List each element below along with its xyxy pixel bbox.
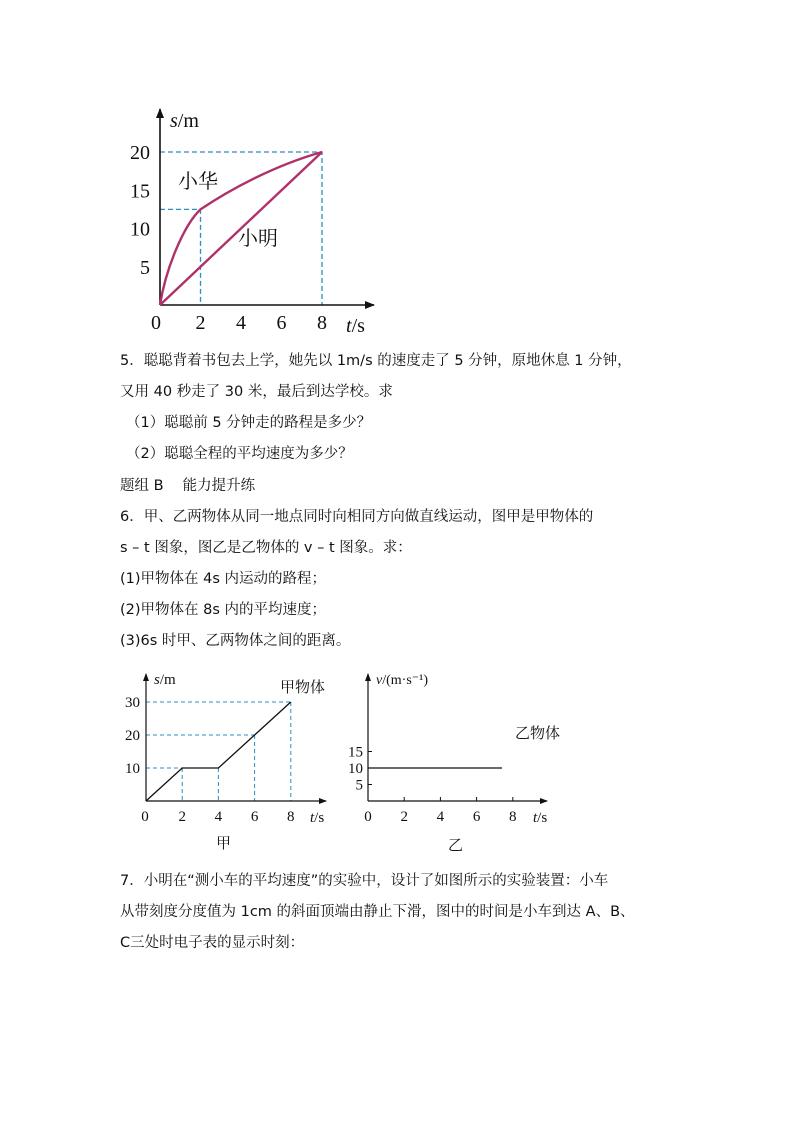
y-tick-label: 15 xyxy=(130,180,150,203)
figure-caption-jia: 甲 xyxy=(216,834,232,852)
x-tick-label: 6 xyxy=(472,809,481,825)
figure-caption-yi: 乙 xyxy=(448,836,464,854)
guide-line xyxy=(160,209,201,305)
x-tick-label: 2 xyxy=(178,809,186,825)
x-tick-label: 8 xyxy=(509,809,517,825)
origin-label: 0 xyxy=(141,809,149,825)
y-tick-label: 10 xyxy=(348,761,363,777)
q6-line2: s – t 图象，图乙是乙物体的 v – t 图象。求： xyxy=(120,540,412,556)
x-tick-label: 2 xyxy=(195,312,206,334)
figure-1-st-graph xyxy=(120,95,400,345)
q7-line2: 从带刻度分度值为 1cm 的斜面顶端由静止下滑，图中的时间是小车到达 A、B、 xyxy=(120,904,635,920)
x-tick-label: 6 xyxy=(276,312,287,334)
y-tick-label: 5 xyxy=(355,777,363,794)
x-tick-label: 2 xyxy=(400,809,408,825)
guide-lines xyxy=(146,702,291,801)
curve-label-xiaoming: 小明 xyxy=(238,226,278,250)
y-axis-label: v/(m·s⁻¹) xyxy=(376,673,429,688)
y-tick-label: 10 xyxy=(125,761,140,777)
q5-line1: 5．聪聪背着书包去上学，她先以 1m/s 的速度走了 5 分钟，原地休息 1 分钟， xyxy=(120,353,632,369)
series-label-jia: 甲物体 xyxy=(280,678,326,696)
q6-sub3: (3)6s 时甲、乙两物体之间的距离。 xyxy=(120,633,351,649)
y-tick-label: 20 xyxy=(125,728,140,744)
curve-label-xiaohua: 小华 xyxy=(178,169,218,193)
q6-line1: 6．甲、乙两物体从同一地点同时向相同方向做直线运动，图甲是甲物体的 xyxy=(120,509,594,525)
q7-line1: 7．小明在“测小车的平均速度”的实验中，设计了如图所示的实验装置：小车 xyxy=(120,873,609,889)
y-tick-label: 5 xyxy=(140,256,150,279)
x-axis-label: t/s xyxy=(533,810,548,826)
q5-sub2: （2）聪聪全程的平均速度为多少？ xyxy=(126,446,353,462)
y-axis-label: s/m xyxy=(154,672,176,688)
q5-sub1: （1）聪聪前 5 分钟走的路程是多少？ xyxy=(126,415,372,431)
x-tick-label: 8 xyxy=(317,312,327,334)
figure-3-yi-vt-graph xyxy=(345,660,585,860)
x-tick-label: 8 xyxy=(287,809,295,825)
y-axis-label: s/m xyxy=(170,110,199,132)
section-b-heading: 题组 B 能力提升练 xyxy=(120,478,256,494)
x-tick-label: 6 xyxy=(250,809,259,825)
origin-label: 0 xyxy=(364,809,372,825)
x-tick-label: 4 xyxy=(236,312,246,334)
series-label-yi: 乙物体 xyxy=(515,724,561,742)
x-axis-label: t/s xyxy=(310,810,325,826)
x-tick-label: 4 xyxy=(214,809,223,825)
series-jia-line xyxy=(146,702,291,801)
q5-line2: 又用 40 秒走了 30 米，最后到达学校。求 xyxy=(120,384,393,400)
q7-line3: C三处时电子表的显示时刻： xyxy=(120,935,305,951)
y-tick-label: 20 xyxy=(130,142,150,164)
y-tick-label: 30 xyxy=(125,695,140,711)
x-axis-label: t/s xyxy=(346,315,365,337)
figure-2-jia-st-graph xyxy=(120,660,340,860)
q6-sub1: (1)甲物体在 4s 内运动的路程； xyxy=(120,571,327,587)
y-tick-label: 10 xyxy=(130,218,150,241)
q6-sub2: (2)甲物体在 8s 内的平均速度； xyxy=(120,602,327,618)
origin-label: 0 xyxy=(151,312,161,334)
y-tick-label: 15 xyxy=(348,744,363,761)
x-tick-label: 4 xyxy=(436,809,445,825)
